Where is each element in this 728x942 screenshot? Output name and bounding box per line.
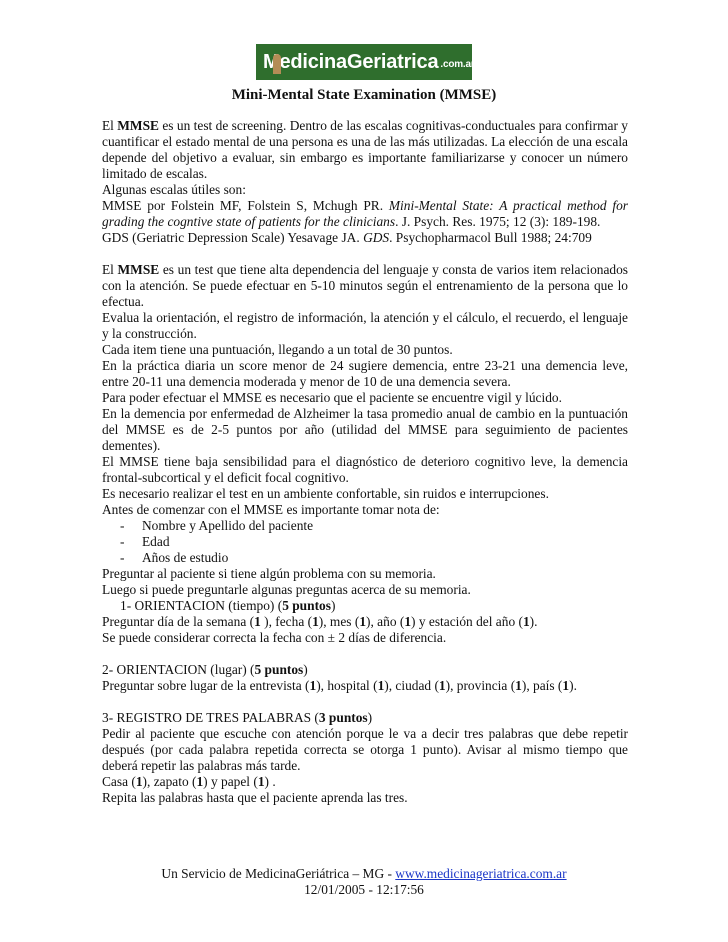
footer-website-link[interactable]: www.medicinageriatrica.com.ar — [395, 866, 567, 881]
reference-gds: GDS (Geriatric Depression Scale) Yesavage JA. GDS. Psychopharmacol Bull 1988; 24:709 — [102, 230, 592, 245]
document-title: Mini-Mental State Examination (MMSE) — [231, 87, 497, 103]
alzheimer-note: En la demencia por enfermedad de Alzheimer la tasa promedio anual de cambio en la puntuación del MMSE es de 2-5 puntos por año (utilidad del MMSE para seguimiento de pacientes dementes). — [102, 406, 628, 453]
patient-requirement: Para poder efectuar el MMSE es necesario que el paciente se encuentre vigil y lúcido. — [102, 390, 562, 405]
section-orientation-time-note: Se puede considerar correcta la fecha con ± 2 días de diferencia. — [102, 630, 447, 645]
memory-followup: Luego si puede preguntarle algunas preguntas acerca de su memoria. — [102, 582, 471, 597]
patient-data-list — [102, 518, 628, 566]
section-orientation-place-questions: Preguntar sobre lugar de la entrevista (1), hospital (1), ciudad (1), provincia (1), país (1). — [102, 678, 577, 693]
section-orientation-time-questions: Preguntar día de la semana (1 ), fecha (1), mes (1), año (1) y estación del año (1). — [102, 614, 538, 629]
list-item: - Años de estudio — [120, 550, 229, 565]
sensitivity-note: El MMSE tiene baja sensibilidad para el diagnóstico de deterioro cognitivo leve, la demencia frontal-subcortical y el deficit focal cognitivo. — [102, 454, 628, 485]
before-start-note: Antes de comenzar con el MMSE es importante tomar nota de: — [102, 502, 440, 517]
useful-scales-label: Algunas escalas útiles son: — [102, 182, 246, 197]
intro-paragraph: El MMSE es un test de screening. Dentro de las escalas cognitivas-conductuales para confirmar y cuantificar el estado mental de una persona es una de las más utilizadas. La elección de una escala depende del objetivo a evaluar, sin embargo es importante familiarizarse y conocer un número limitado de escalas. — [102, 118, 629, 181]
reference-mmse: MMSE por Folstein MF, Folstein S, Mchugh PR. Mini-Mental State: A practical method for grading the cogntive state of patients for the clinicians. J. Psych. Res. 1975; 12 (3): 189-198. — [102, 198, 628, 229]
section-word-registration-words: Casa (1), zapato (1) y papel (1) . — [102, 774, 276, 789]
scoring-total: Cada item tiene una puntuación, llegando a un total de 30 puntos. — [102, 342, 453, 357]
section-orientation-place-heading: 2- ORIENTACION (lugar) (5 puntos) — [102, 662, 308, 677]
section-word-registration-instructions: Pedir al paciente que escuche con atención porque le va a decir tres palabras que debe repetir después (por cada palabra repetida correcta se otorga 1 punto). Avisar al mismo tiempo que deberá repetir las palabras más tarde. — [102, 726, 628, 773]
footer-timestamp: 12/01/2005 - 12:17:56 — [304, 882, 424, 897]
section-word-registration-heading: 3- REGISTRO DE TRES PALABRAS (3 puntos) — [102, 710, 373, 725]
logo-text — [263, 52, 475, 72]
logo-main: MedicinaGeriatrica — [263, 51, 439, 73]
evaluation-areas: Evalua la orientación, el registro de información, la atención y el cálculo, el recuerdo, el lenguaje y la construcción. — [102, 310, 628, 341]
footer-service-line: Un Servicio de MedicinaGeriátrica – MG - www.medicinageriatrica.com.ar — [161, 866, 567, 881]
mmse-description: El MMSE es un test que tiene alta dependencia del lenguaje y consta de varios item relacionados con la atención. Se puede efectuar en 5-10 minutos según el entrenamiento de la persona que lo efectua. — [102, 262, 629, 309]
document-body — [102, 118, 628, 806]
section-orientation-time-heading: 1- ORIENTACION (tiempo) (5 puntos) — [120, 598, 336, 613]
memory-question: Preguntar al paciente si tiene algún problema con su memoria. — [102, 566, 436, 581]
environment-note: Es necesario realizar el test en un ambiente confortable, sin ruidos e interrupciones. — [102, 486, 549, 501]
list-item: - Edad — [120, 534, 170, 549]
site-logo — [256, 44, 475, 80]
list-item: - Nombre y Apellido del paciente — [120, 518, 314, 533]
score-interpretation: En la práctica diaria un score menor de 24 sugiere demencia, entre 23-21 una demencia leve, entre 20-11 una demencia moderada y menor de 10 de una demencia severa. — [102, 358, 628, 389]
page-footer — [0, 866, 728, 898]
section-word-registration-repeat: Repita las palabras hasta que el paciente aprenda las tres. — [102, 790, 408, 805]
logo-suffix: .com.ar — [440, 59, 475, 70]
